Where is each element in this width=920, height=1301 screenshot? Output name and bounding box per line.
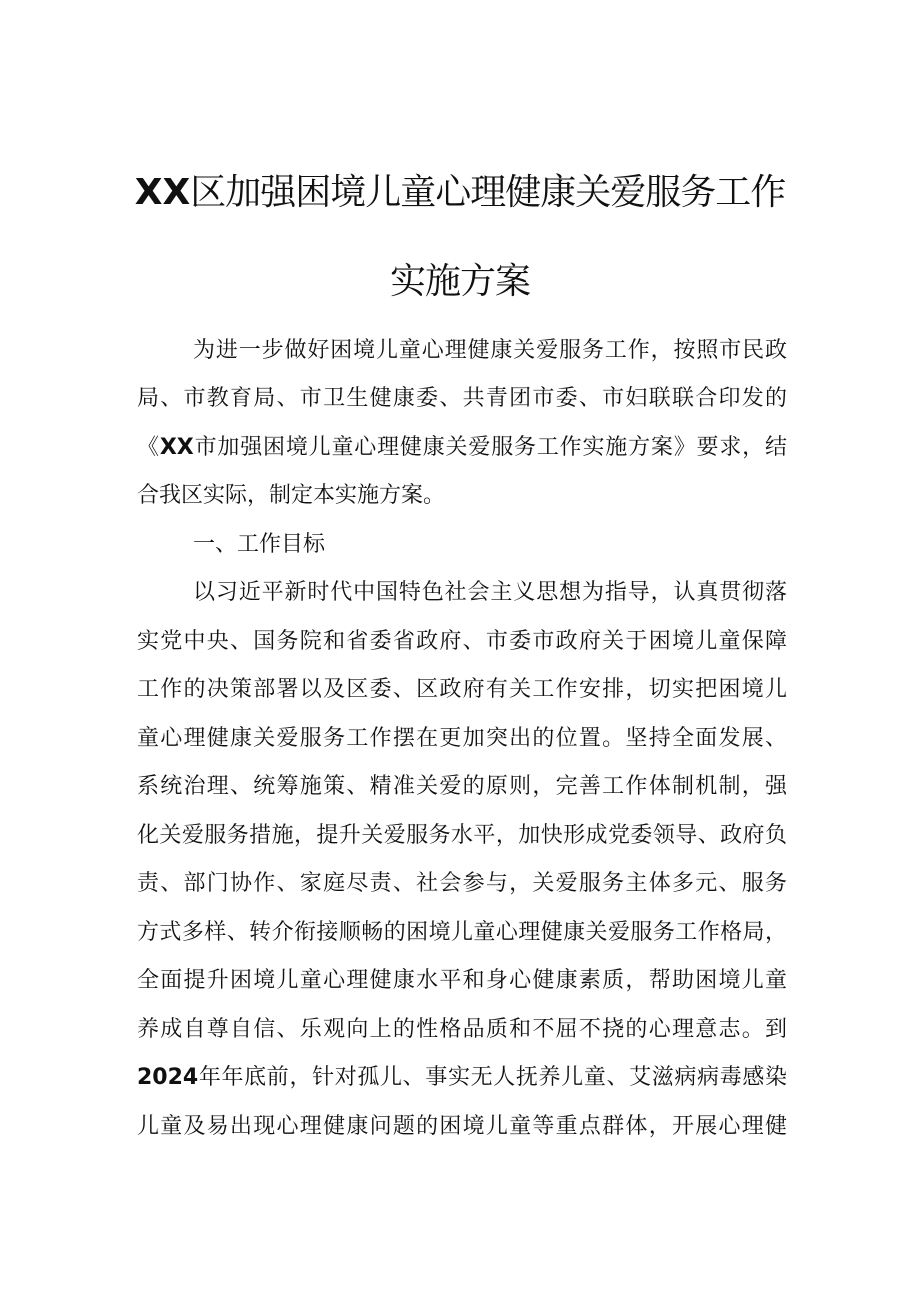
document-title-line-1	[0, 164, 920, 215]
body-year: 2024	[137, 1065, 199, 1090]
body-line-11-text: 年年底前，针对孤儿、事实无人抚养儿童、艾滋病病毒感染	[198, 1065, 787, 1090]
intro-open-quote: 《	[137, 435, 160, 460]
body-line-3: 工作的决策部署以及区委、区政府有关工作安排，切实把困境儿	[137, 677, 787, 702]
body-line-5: 系统治理、统筹施策、精准关爱的原则，完善工作体制机制，强	[137, 774, 787, 799]
body-line-8: 方式多样、转介衔接顺畅的困境儿童心理健康关爱服务工作格局，	[137, 920, 787, 945]
intro-city-code: XX	[159, 435, 194, 460]
intro-line-3-text: 市加强困境儿童心理健康关爱服务工作实施方案》要求，结	[193, 435, 787, 460]
intro-line-4: 合我区实际，制定本实施方案。	[137, 483, 446, 508]
intro-line-3	[137, 431, 787, 465]
body-line-9: 全面提升困境儿童心理健康水平和身心健康素质，帮助困境儿童	[137, 968, 787, 993]
title-region-code: XX	[134, 172, 191, 213]
body-line-10: 养成自尊自信、乐观向上的性格品质和不屈不挠的心理意志。到	[137, 1017, 787, 1042]
body-line-2: 实党中央、国务院和省委省政府、市委市政府关于困境儿童保障	[137, 629, 787, 654]
section-heading-work-goals: 一、工作目标	[193, 532, 326, 557]
body-line-4: 童心理健康关爱服务工作摆在更加突出的位置。坚持全面发展、	[137, 726, 787, 751]
document-title-line-2: 实施方案	[389, 261, 530, 302]
body-line-12: 儿童及易出现心理健康问题的困境儿童等重点群体，开展心理健	[137, 1114, 787, 1139]
intro-line-2: 局、市教育局、市卫生健康委、共青团市委、市妇联联合印发的	[137, 386, 787, 411]
title-line-1-text: 区加强困境儿童心理健康关爱服务工作	[190, 172, 786, 213]
body-line-6: 化关爱服务措施，提升关爱服务水平，加快形成党委领导、政府负	[137, 823, 787, 848]
body-line-11	[137, 1061, 787, 1095]
body-line-1: 以习近平新时代中国特色社会主义思想为指导，认真贯彻落	[193, 580, 787, 605]
intro-line-1: 为进一步做好困境儿童心理健康关爱服务工作，按照市民政	[193, 338, 787, 363]
body-line-7: 责、部门协作、家庭尽责、社会参与，关爱服务主体多元、服务	[137, 871, 787, 896]
